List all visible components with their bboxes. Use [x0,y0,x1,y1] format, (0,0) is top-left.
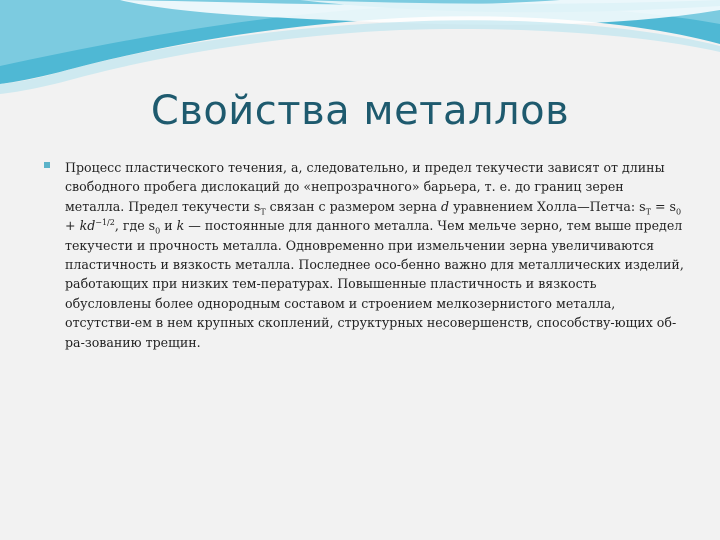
slide-title: Свойства металлов [150,88,570,134]
square-bullet-icon [44,162,50,168]
slide-content [44,158,686,352]
bullet-item [44,158,686,352]
bullet-paragraph: Процесс пластического течения, а, следовательно, и предел текучести зависят от длины свободного пробега дислокаций до «непрозрачного» барьера, т. е. до границ зерен металла. Предел текучести $s_T$ связан с размером зерна d уравнением Холла—Петча: $s_T = s_0 + kd^{-1/2}$, где $s_0$ и k — постоянные для данного металла. Чем мельче зерно, тем выше предел текучести и прочность металла. Одновременно при измельчении зерна увеличиваются пластичность и вязкость металла. Последнее осо-бенно важно для металлических изделий, работающих при низких тем-пературах. Повышенные пластичность и вязкость обусловлены более однородным составом и строением мелкозернистого металла, отсутстви-ем в нем крупных скоплений, структурных несовершенств, способству-ющих об-ра-зованию трещин. [65,160,684,350]
